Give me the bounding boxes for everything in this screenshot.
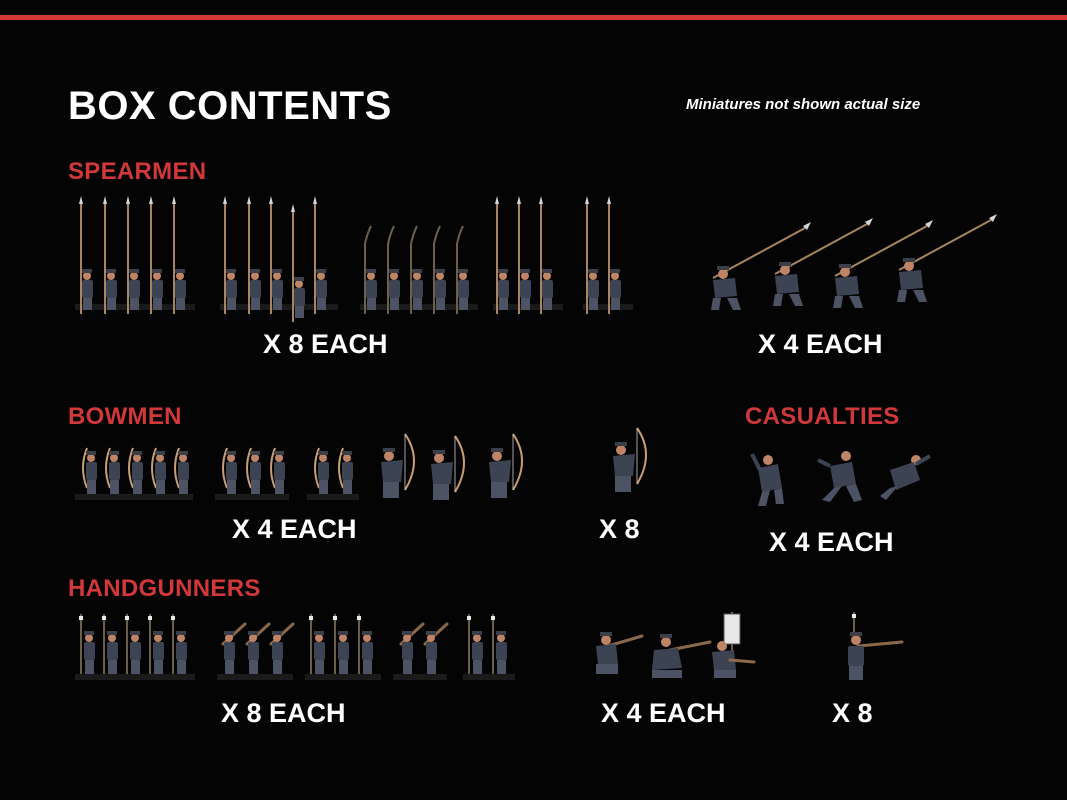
handgunner-miniature — [467, 614, 483, 674]
bowmen-count-each-4: X 4 EACH — [232, 514, 357, 544]
scale-note: Miniatures not shown actual size — [686, 96, 921, 113]
regiment-base — [393, 674, 447, 680]
spearman-miniature — [495, 196, 509, 314]
spearmen-count-each-4: X 4 EACH — [758, 329, 883, 359]
handgunner-miniature — [425, 624, 447, 674]
handgunner-miniature — [848, 646, 864, 666]
casualty-miniature — [818, 451, 862, 502]
naginata-miniature — [411, 226, 423, 314]
regiment-base — [75, 494, 193, 500]
spearman-miniature — [149, 196, 163, 314]
handgunner-miniature — [102, 614, 118, 674]
spearman-miniature — [607, 196, 621, 314]
spearman-miniature — [539, 196, 553, 314]
spearman-miniature — [79, 196, 93, 314]
spearman-miniature — [291, 204, 305, 322]
casualty-miniature — [752, 454, 784, 506]
handgunner-miniature — [148, 614, 164, 674]
handgunner-miniature — [491, 614, 507, 674]
casualties-count-each-4: X 4 EACH — [769, 527, 894, 557]
bowman-drawing-miniature — [613, 428, 646, 492]
spearmen-regiment-strips — [75, 196, 645, 316]
handgunner-single — [840, 612, 910, 687]
bowman-drawing-miniature — [381, 434, 414, 498]
handgunner-miniature — [309, 614, 325, 674]
bowman-drawing-miniature — [431, 436, 464, 500]
bowman-miniature — [247, 448, 261, 494]
regiment-base — [215, 494, 289, 500]
spearman-miniature — [585, 196, 599, 314]
spearman-miniature — [269, 196, 283, 314]
bowman-miniature — [271, 448, 285, 494]
handgunner-miniature — [223, 624, 245, 674]
handgunner-miniature — [333, 614, 349, 674]
bowman-drawing-miniature — [489, 434, 522, 498]
spearman-miniature — [172, 196, 186, 314]
casualty-miniature — [880, 455, 930, 500]
handgunner-miniature — [171, 614, 187, 674]
naginata-miniature — [388, 226, 400, 314]
top-accent-bar — [0, 15, 1067, 20]
handgunner-miniature — [401, 624, 423, 674]
handgunner-miniature — [125, 614, 141, 674]
handgunners-count-8: X 8 — [832, 698, 873, 728]
spearman-miniature — [223, 196, 237, 314]
spearman-miniature — [313, 196, 327, 314]
spearman-miniature — [517, 196, 531, 314]
bowman-miniature — [83, 448, 97, 494]
bowmen-regiment-strips — [75, 428, 535, 508]
casualties-heading: CASUALTIES — [745, 403, 900, 430]
bowman-single — [607, 422, 657, 502]
bowman-miniature — [315, 448, 329, 494]
bowman-miniature — [152, 448, 166, 494]
bowman-miniature — [339, 448, 353, 494]
handgunner-miniature — [247, 624, 269, 674]
regiment-base — [463, 674, 515, 680]
regiment-base — [217, 674, 293, 680]
spearmen-count-each-8: X 8 EACH — [263, 329, 388, 359]
bowmen-count-8: X 8 — [599, 514, 640, 544]
bowman-miniature — [106, 448, 120, 494]
page-title: BOX CONTENTS — [68, 84, 392, 128]
handgunners-count-each-8: X 8 EACH — [221, 698, 346, 728]
kneeling-handgunner-miniature — [596, 632, 642, 674]
bowman-miniature — [223, 448, 237, 494]
handgunners-count-each-4: X 4 EACH — [601, 698, 726, 728]
banner-bearer-miniature — [712, 612, 754, 678]
handgunners-regiment-strips — [75, 608, 525, 688]
handgunners-heading: HANDGUNNERS — [68, 575, 261, 602]
regiment-base — [305, 674, 381, 680]
handgunner-miniature — [271, 624, 293, 674]
handgunners-command — [592, 612, 762, 687]
bowman-miniature — [175, 448, 189, 494]
regiment-base — [75, 674, 195, 680]
naginata-miniature — [434, 226, 446, 314]
kneeling-handgunner-miniature — [652, 634, 710, 678]
naginata-miniature — [365, 226, 377, 314]
handgunner-miniature — [79, 614, 95, 674]
spearman-miniature — [126, 196, 140, 314]
bowmen-heading: BOWMEN — [68, 403, 182, 430]
spearmen-heading: SPEARMEN — [68, 158, 207, 185]
naginata-miniature — [457, 226, 469, 314]
casualties-miniatures — [748, 444, 938, 514]
spearmen-lowered-spears — [705, 210, 995, 320]
lowered-spearman-miniature — [897, 214, 997, 302]
spearman-miniature — [103, 196, 117, 314]
spearman-miniature — [247, 196, 261, 314]
handgunner-miniature — [357, 614, 373, 674]
bowman-miniature — [129, 448, 143, 494]
regiment-base — [307, 494, 359, 500]
